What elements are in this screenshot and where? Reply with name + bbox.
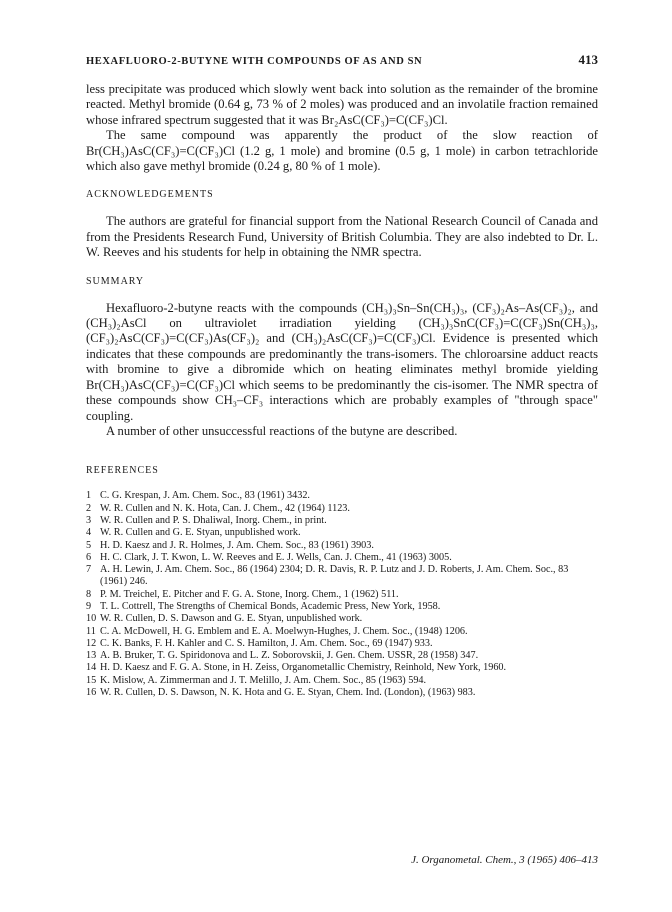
running-title: HEXAFLUORO-2-BUTYNE WITH COMPOUNDS OF AS AND SN (86, 56, 423, 67)
reference-item: 7 A. H. Lewin, J. Am. Chem. Soc., 86 (1964) 2304; D. R. Davis, R. P. Lutz and J. D. Roberts, J. Am. Chem. Soc., 83 (1961) 246. (86, 564, 569, 588)
acknowledgements-heading: ACKNOWLEDGEMENTS (86, 189, 214, 201)
page-body (86, 52, 598, 699)
references-heading: REFERENCES (86, 465, 159, 477)
reference-item: 11 C. A. McDowell, H. G. Emblem and E. A. Moelwyn-Hughes, J. Chem. Soc., (1948) 1206. (86, 625, 468, 637)
summary-heading: SUMMARY (86, 275, 145, 287)
reference-item: 16 W. R. Cullen, D. S. Dawson, N. K. Hota and G. E. Styan, Chem. Ind. (London), (1963) 983. (86, 687, 476, 699)
reference-item: 3 W. R. Cullen and P. S. Dhaliwal, Inorg. Chem., in print. (86, 514, 327, 526)
reference-item: 15 K. Mislow, A. Zimmerman and J. T. Melillo, J. Am. Chem. Soc., 85 (1963) 594. (86, 674, 427, 686)
reference-item: 12 C. K. Banks, F. H. Kahler and C. S. Hamilton, J. Am. Chem. Soc., 69 (1947) 933. (86, 637, 433, 649)
reference-item: 10 W. R. Cullen, D. S. Dawson and G. E. Styan, unpublished work. (86, 613, 363, 625)
reference-item: 1 C. G. Krespan, J. Am. Chem. Soc., 83 (1961) 3432. (86, 490, 310, 502)
reference-item: 8 P. M. Treichel, E. Pitcher and F. G. A. Stone, Inorg. Chem., 1 (1962) 511. (86, 588, 399, 600)
reference-item: 9 T. L. Cottrell, The Strengths of Chemical Bonds, Academic Press, New York, 1958. (86, 600, 441, 612)
reference-item: 14 H. D. Kaesz and F. G. A. Stone, in H. Zeiss, Organometallic Chemistry, Reinhold, New York, 1960. (86, 662, 507, 674)
reference-item: 13 A. B. Bruker, T. G. Spiridonova and L. Z. Soborovskii, J. Gen. Chem. USSR, 28 (1958) 347. (86, 650, 479, 662)
reference-item: 4 W. R. Cullen and G. E. Styan, unpublished work. (86, 527, 301, 539)
summary-paragraph-2: A number of other unsuccessful reactions of the butyne are described. (106, 423, 458, 438)
reference-item: 5 H. D. Kaesz and J. R. Holmes, J. Am. Chem. Soc., 83 (1961) 3903. (86, 539, 374, 551)
acknowledgements-text: The authors are grateful for financial support from the National Research Council of Canada and from the Presidents Research Fund, University of British Columbia. They are also indebted to Dr. L. W. Reeves and his students for help in obtaining the NMR spectra. (86, 214, 598, 260)
summary-paragraph-1: Hexafluoro-2-butyne reacts with the compounds (CH₃)₃Sn–Sn(CH₃)₃, (CF₃)₂As–As(CF₃)₂, and (CH₃)₂AsCl on ultraviolet irradiation yielding (CH₃)₃SnC(CF₃)=C(CF₃)Sn(CH₃)₃, (CF₃)₂AsC(CF₃)=C(CF₃)As(CF₃)₂ and (CH₃)₂AsC(CF₃)=C(CF₃)Cl. Evidence is presented which indicates that these compounds are predominantly the trans-isomers. The chloroarsine adduct reacts with bromine to give a dibromide which on heating eliminates methyl bromide yielding Br(CH₃)AsC(CF₃)=C(CF₃)Cl which seems to be predominantly the cis-isomer. The NMR spectra of these compounds show CH₃–CF₃ interactions which are probably examples of "through space" coupling. (86, 300, 598, 423)
reference-item: 6 H. C. Clark, J. T. Kwon, L. W. Reeves and E. J. Wells, Can. J. Chem., 41 (1963) 3005. (86, 551, 452, 563)
page-number: 413 (578, 52, 598, 67)
running-head (86, 52, 598, 74)
references-list (86, 490, 598, 699)
intro-paragraph-2: The same compound was apparently the product of the slow reaction of Br(CH₃)AsC(CF₃)=C(CF₃)Cl (1.2 g, 1 mole) and bromine (0.5 g, 1 mole) in carbon tetrachloride which also gave methyl bromide (0.24 g, 80 % of 1 mole). (86, 128, 598, 174)
intro-paragraph-1: less precipitate was produced which slowly went back into solution as the remainder of the bromine reacted. Methyl bromide (0.64 g, 73 % of 2 moles) was produced and an involatile fraction remained whose infrared spectrum suggested that it was Br₂AsC(CF₃)=C(CF₃)Cl. (86, 82, 598, 127)
journal-citation: J. Organometal. Chem., 3 (1965) 406–413 (411, 854, 598, 866)
reference-item: 2 W. R. Cullen and N. K. Hota, Can. J. Chem., 42 (1964) 1123. (86, 502, 350, 514)
